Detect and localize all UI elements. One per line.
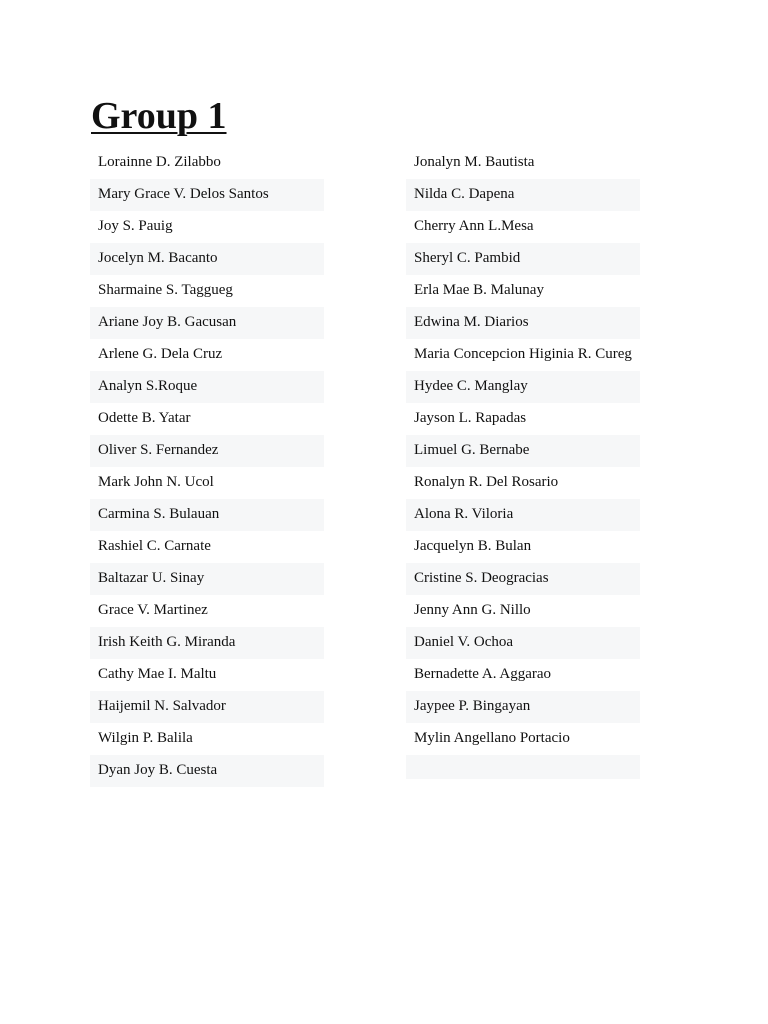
name-row: Jaypee P. Bingayan	[406, 691, 640, 723]
name-row: Mark John N. Ucol	[98, 474, 214, 490]
name-row: Oliver S. Fernandez	[90, 435, 324, 467]
name-row: Jonalyn M. Bautista	[414, 154, 535, 170]
group-title: Group 1	[91, 95, 227, 137]
name-row: Daniel V. Ochoa	[406, 627, 640, 659]
name-row: Irish Keith G. Miranda	[90, 627, 324, 659]
name-row: Baltazar U. Sinay	[90, 563, 324, 595]
name-row: Cristine S. Deogracias	[406, 563, 640, 595]
name-row: Analyn S.Roque	[90, 371, 324, 403]
name-row: Nilda C. Dapena	[406, 179, 640, 211]
name-row: Joy S. Pauig	[98, 218, 173, 234]
name-row: Odette B. Yatar	[98, 410, 191, 426]
name-row: Jenny Ann G. Nillo	[414, 602, 531, 618]
name-row: Mary Grace V. Delos Santos	[90, 179, 324, 211]
name-row: Bernadette A. Aggarao	[414, 666, 552, 682]
name-row: Jayson L. Rapadas	[414, 410, 527, 426]
name-row: Sheryl C. Pambid	[406, 243, 640, 275]
name-row: Ronalyn R. Del Rosario	[414, 474, 559, 490]
name-row: Hydee C. Manglay	[406, 371, 640, 403]
name-row: Grace V. Martinez	[98, 602, 208, 618]
name-row: Cherry Ann L.Mesa	[414, 218, 534, 234]
name-row: Lorainne D. Zilabbo	[98, 154, 221, 170]
name-row: Maria Concepcion Higinia R. Cureg	[414, 346, 632, 362]
name-row: Dyan Joy B. Cuesta	[90, 755, 324, 787]
name-row: Carmina S. Bulauan	[90, 499, 324, 531]
name-row: Edwina M. Diarios	[406, 307, 640, 339]
right-name-column	[406, 147, 640, 779]
name-row: Haijemil N. Salvador	[90, 691, 324, 723]
name-row: Sharmaine S. Taggueg	[98, 282, 233, 298]
name-row: Rashiel C. Carnate	[98, 538, 211, 554]
name-row: Limuel G. Bernabe	[406, 435, 640, 467]
name-row: Mylin Angellano Portacio	[414, 730, 570, 746]
name-row: Wilgin P. Balila	[98, 730, 193, 746]
name-row: Jocelyn M. Bacanto	[90, 243, 324, 275]
name-row: Cathy Mae I. Maltu	[98, 666, 217, 682]
empty-name-row	[406, 755, 640, 779]
name-row: Arlene G. Dela Cruz	[98, 346, 223, 362]
name-row: Erla Mae B. Malunay	[414, 282, 544, 298]
name-row: Ariane Joy B. Gacusan	[90, 307, 324, 339]
left-name-column	[90, 147, 324, 787]
name-row: Jacquelyn B. Bulan	[414, 538, 532, 554]
name-row: Alona R. Viloria	[406, 499, 640, 531]
